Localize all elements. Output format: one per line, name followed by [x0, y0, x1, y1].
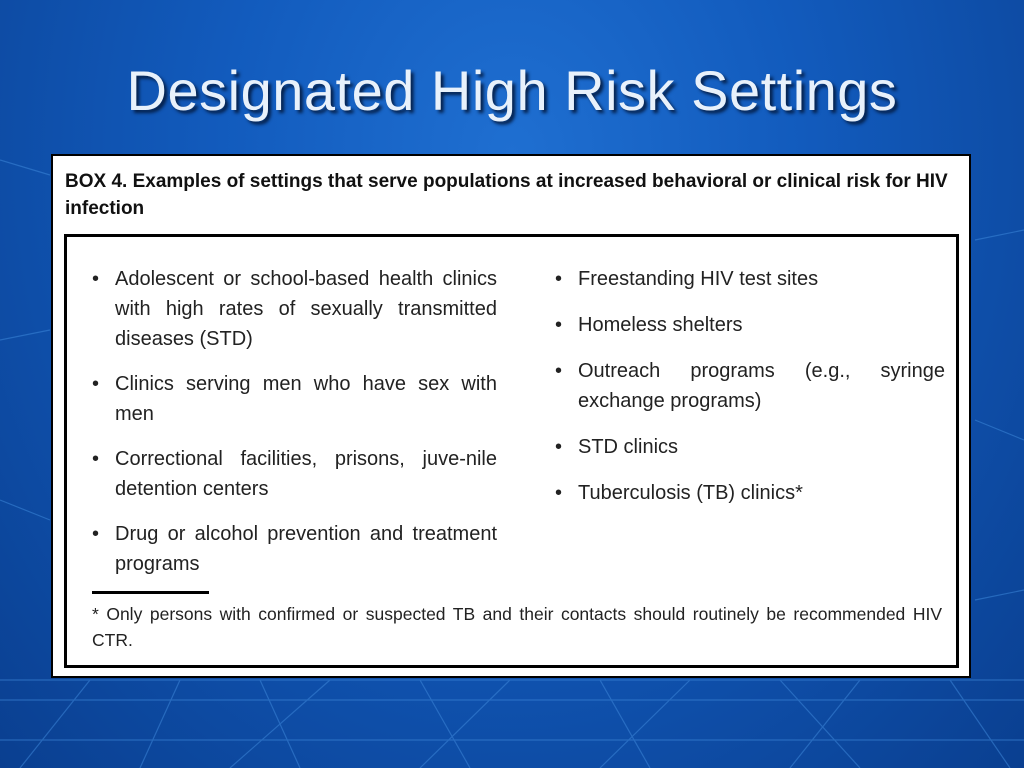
box-heading: BOX 4. Examples of settings that serve populations at increased behavioral or clinical risk for HIV infection: [65, 171, 948, 219]
bullet-icon: •: [555, 436, 563, 458]
list-item-text: Drug or alcohol prevention and treatment programs: [115, 523, 497, 575]
list-item: [555, 432, 945, 462]
list-item: [555, 356, 945, 416]
list-item-text: STD clinics: [578, 436, 679, 458]
list-item-text: Tuberculosis (TB) clinics*: [578, 482, 803, 504]
list-item: [555, 264, 945, 294]
footnote: * Only persons with confirmed or suspected TB and their contacts should routinely be recommended HIV CTR.: [92, 604, 942, 650]
bullet-icon: •: [92, 523, 100, 545]
bullet-icon: •: [555, 482, 563, 504]
bullet-icon: •: [555, 360, 563, 382]
footnote-divider: [92, 591, 209, 594]
list-item-text: Freestanding HIV test sites: [578, 268, 819, 290]
bullet-icon: •: [555, 314, 563, 336]
slide-title: Designated High Risk Settings: [126, 59, 898, 122]
list-item-text: Clinics serving men who have sex with men: [115, 373, 497, 425]
settings-list-left: [92, 264, 497, 594]
list-item: [92, 444, 497, 504]
bullet-icon: •: [92, 373, 100, 395]
bullet-icon: •: [555, 268, 563, 290]
bullet-icon: •: [92, 268, 100, 290]
list-item: [555, 310, 945, 340]
settings-list-box: [64, 234, 959, 668]
settings-list-right: [555, 264, 945, 524]
list-item: [92, 519, 497, 579]
list-item-text: Adolescent or school-based health clinics with high rates of sexually transmitted diseases (STD): [115, 268, 497, 350]
list-item-text: Outreach programs (e.g., syringe exchange programs): [578, 360, 945, 412]
list-item-text: Homeless shelters: [578, 314, 743, 336]
bullet-icon: •: [92, 448, 100, 470]
list-item-text: Correctional facilities, prisons, juve-nile detention centers: [115, 448, 497, 500]
box-4-figure: [51, 154, 971, 678]
list-item: [92, 369, 497, 429]
list-item: [92, 264, 497, 354]
list-item: [555, 478, 945, 508]
